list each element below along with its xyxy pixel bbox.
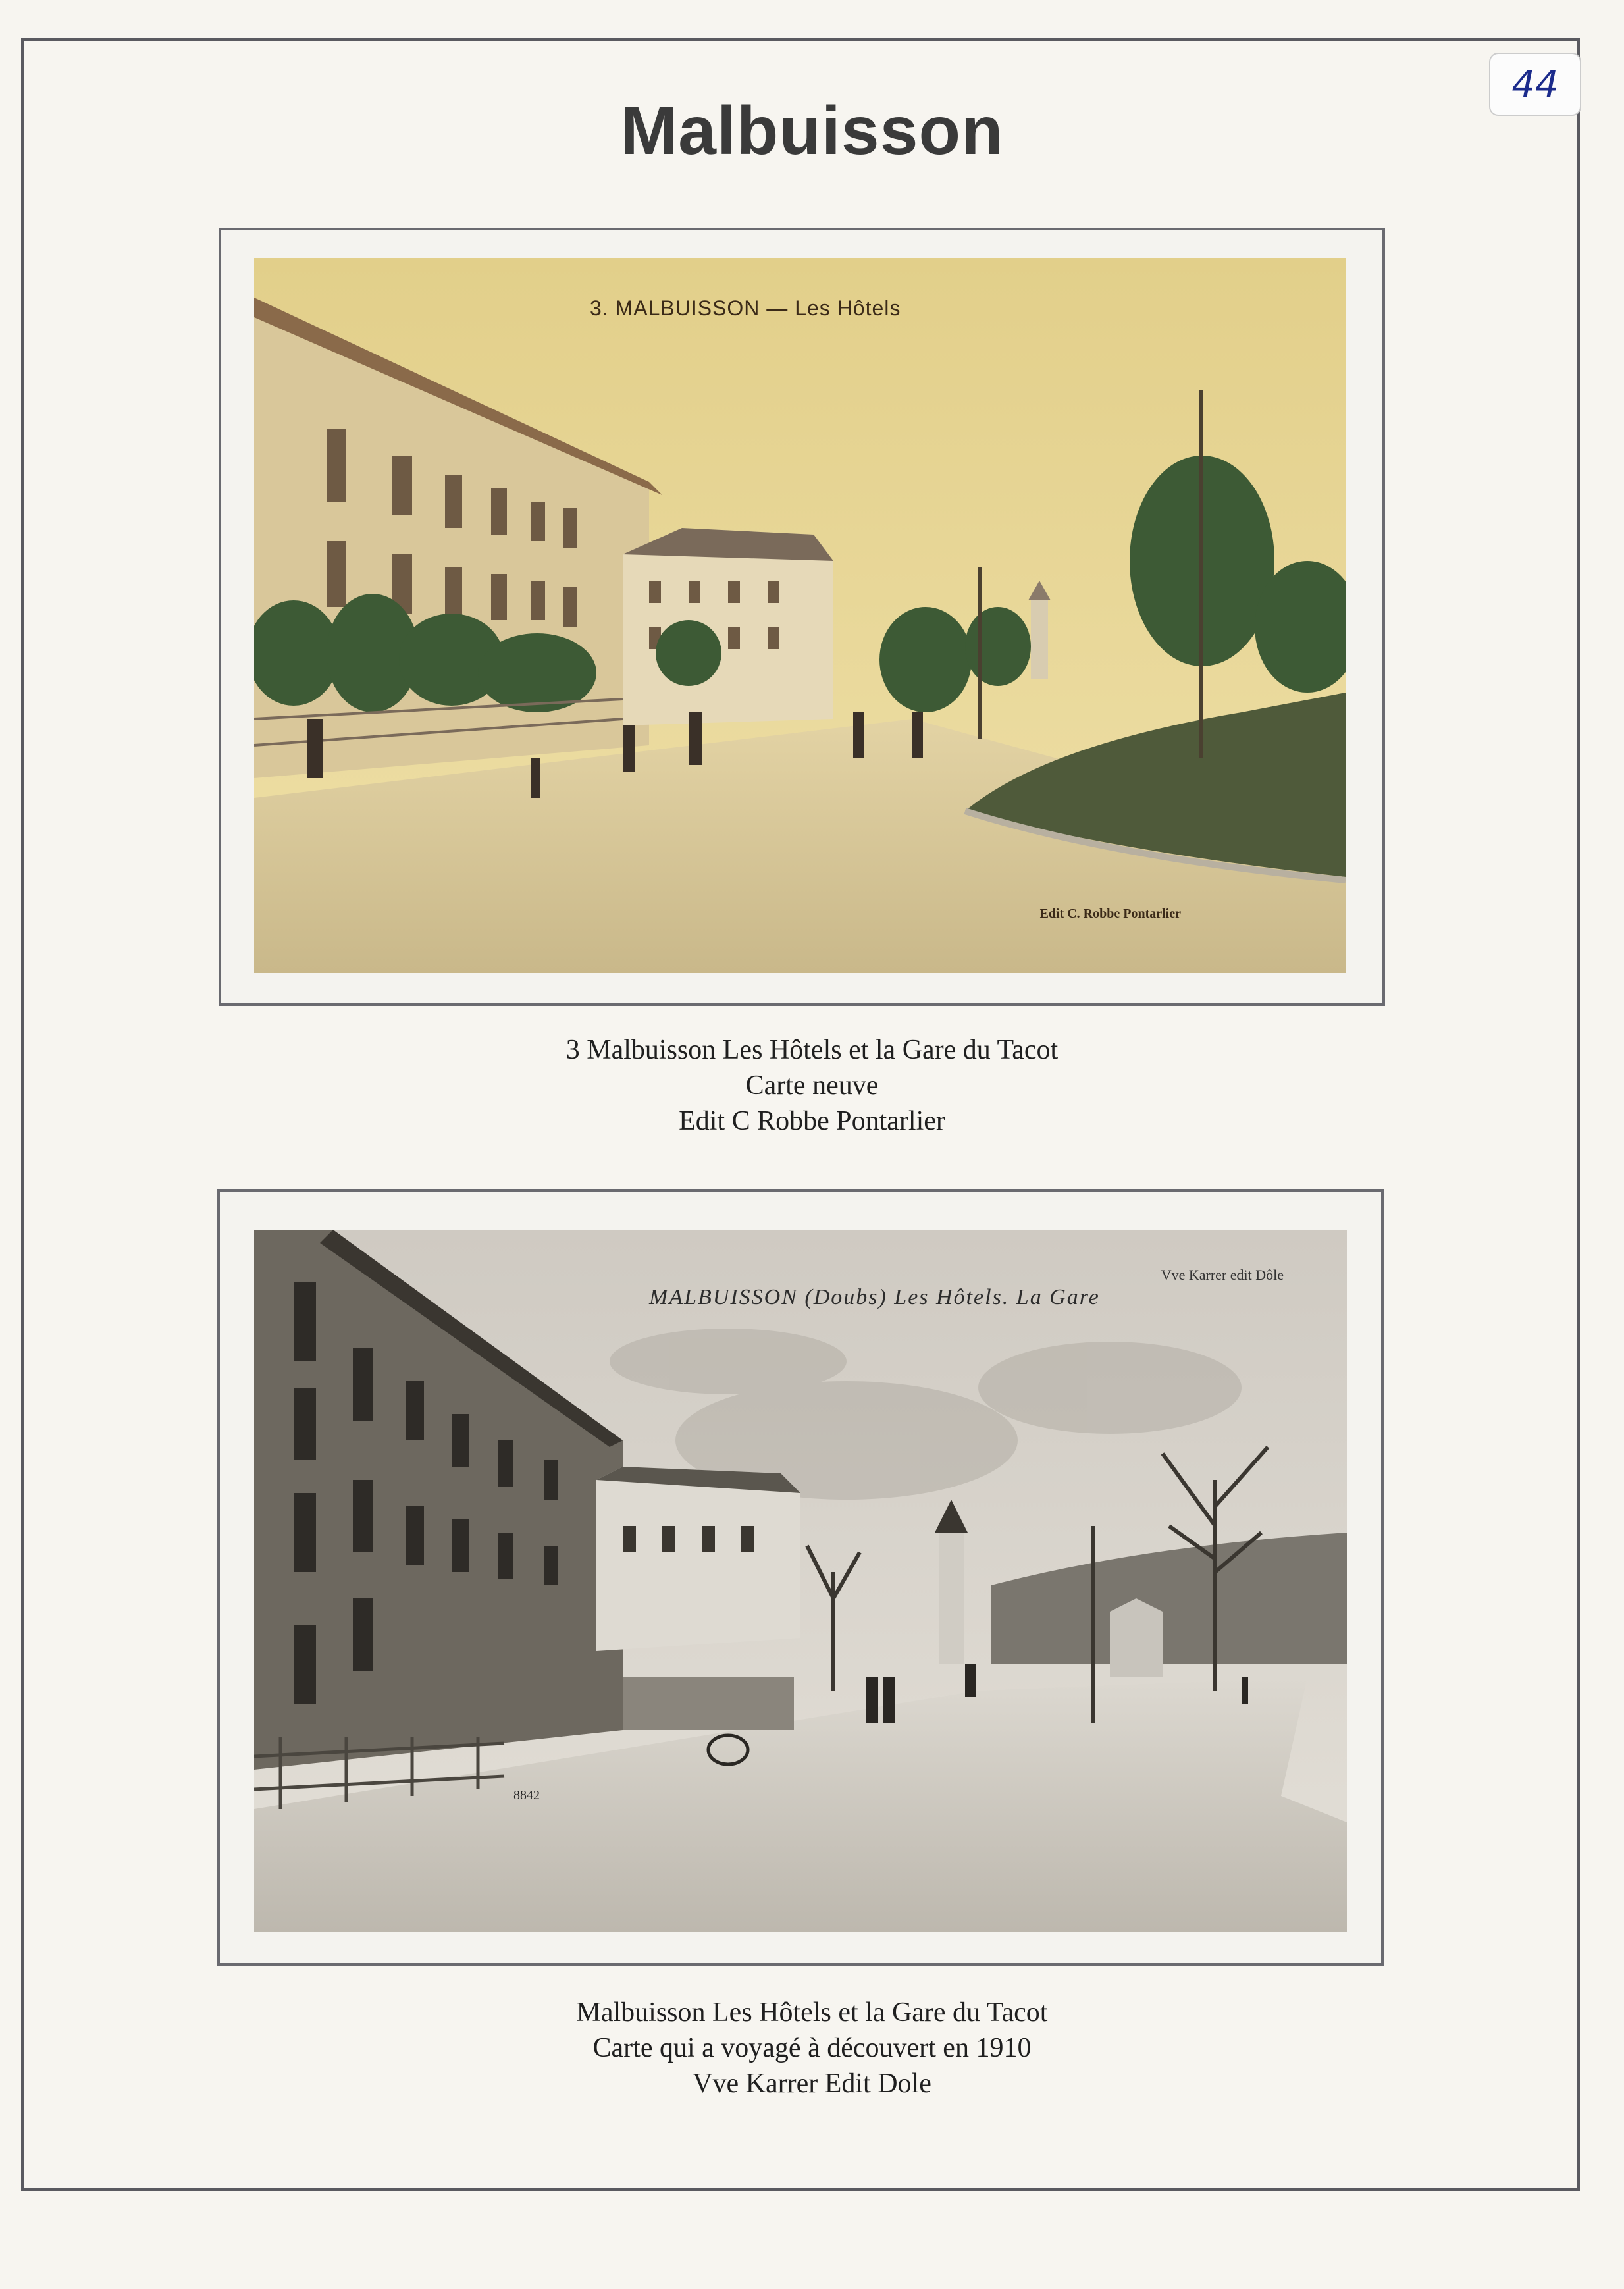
postcard-1-illustration	[254, 258, 1346, 973]
postcard-1-caption	[0, 1032, 1624, 1139]
caption-line: 3 Malbuisson Les Hôtels et la Gare du Tacot	[565, 1035, 1059, 1065]
postcard-frame-2	[217, 1189, 1384, 1966]
postcard-image-1	[254, 258, 1346, 973]
page-number-label: 44	[1489, 53, 1581, 116]
caption-line: Malbuisson Les Hôtels et la Gare du Tacot	[576, 1997, 1048, 2028]
postcard-1-printed-editor: Edit C. Robbe Pontarlier	[1039, 907, 1181, 921]
postcard-1-printed-caption: 3. MALBUISSON — Les Hôtels	[590, 296, 901, 320]
postcard-2-caption	[0, 1995, 1624, 2101]
caption-line: Carte qui a voyagé à découvert en 1910	[592, 2033, 1032, 2063]
caption-line: Vve Karrer Edit Dole	[693, 2068, 931, 2099]
postcard-frame-1	[219, 228, 1385, 1006]
caption-line: Carte neuve	[745, 1070, 879, 1101]
postcard-2-printed-code: 8842	[513, 1788, 540, 1802]
postcard-image-2	[254, 1230, 1347, 1932]
postcard-2-printed-caption: MALBUISSON (Doubs) Les Hôtels. La Gare	[649, 1285, 1100, 1309]
postcard-2-printed-editor: Vve Karrer edit Dôle	[1161, 1267, 1284, 1283]
postcard-2-illustration	[254, 1230, 1347, 1932]
caption-line: Edit C Robbe Pontarlier	[679, 1106, 945, 1136]
page-title: Malbuisson	[620, 93, 1004, 169]
